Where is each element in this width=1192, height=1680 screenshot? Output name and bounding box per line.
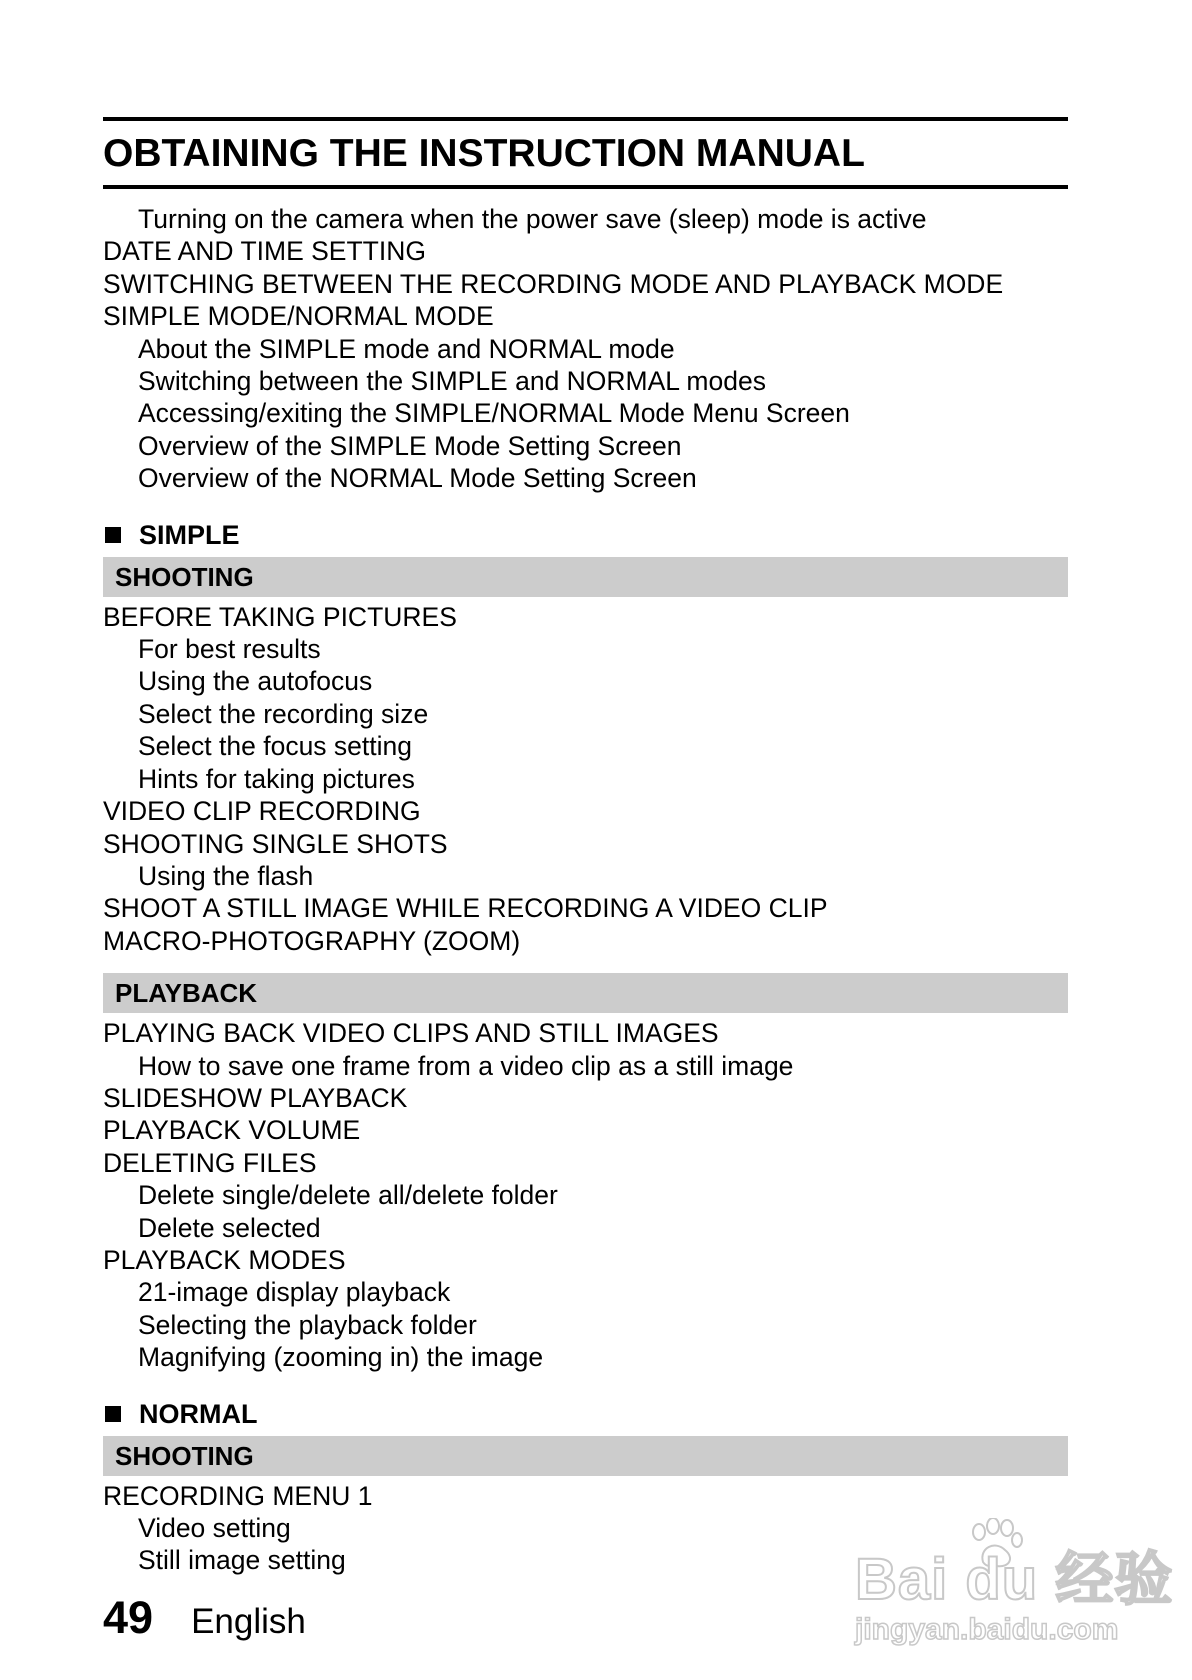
simple-heading: [103, 519, 1068, 551]
toc-subentry: Overview of the NORMAL Mode Setting Screen: [138, 463, 697, 494]
toc-subentry: How to save one frame from a video clip as a still image: [138, 1050, 794, 1081]
toc-entry: PLAYBACK MODES: [103, 1244, 346, 1275]
toc-entry: RECORDING MENU 1: [103, 1480, 373, 1511]
page-language: English: [191, 1602, 306, 1641]
title-block: [103, 117, 1068, 189]
toc-entry: VIDEO CLIP RECORDING: [103, 796, 421, 827]
toc-subentry: Turning on the camera when the power save (sleep) mode is active: [138, 204, 927, 234]
watermark-logo-text: Bai du 经验: [855, 1547, 1174, 1612]
toc-subentry: Accessing/exiting the SIMPLE/NORMAL Mode Menu Screen: [138, 398, 850, 429]
toc-entry: SWITCHING BETWEEN THE RECORDING MODE AND PLAYBACK MODE: [103, 268, 1004, 299]
toc-entry: SIMPLE MODE/NORMAL MODE: [103, 301, 494, 332]
toc-subentry: Delete single/delete all/delete folder: [138, 1180, 558, 1211]
simple-playback-band: PLAYBACK: [103, 973, 1068, 1013]
toc-subentry: Using the flash: [138, 860, 314, 891]
toc-subentry: Video setting: [138, 1513, 291, 1543]
toc-subentry: Select the recording size: [138, 698, 429, 729]
toc-subentry: Hints for taking pictures: [138, 763, 415, 794]
square-bullet-icon: [105, 527, 121, 543]
toc-entry: PLAYING BACK VIDEO CLIPS AND STILL IMAGES: [103, 1018, 719, 1049]
toc-subentry: Magnifying (zooming in) the image: [138, 1342, 544, 1373]
toc-subentry: About the SIMPLE mode and NORMAL mode: [138, 333, 675, 364]
square-bullet-icon: [105, 1406, 121, 1422]
watermark-url: jingyan.baidu.com: [855, 1613, 1119, 1646]
page-title: OBTAINING THE INSTRUCTION MANUAL: [103, 132, 865, 175]
toc-subentry: Using the autofocus: [138, 666, 373, 697]
page-footer: [103, 1592, 306, 1648]
toc-subentry: Overview of the SIMPLE Mode Setting Screen: [138, 430, 682, 461]
normal-shooting-band: SHOOTING: [103, 1436, 1068, 1476]
simple-playback-list: [103, 1017, 1068, 1373]
toc-entry: SHOOTING SINGLE SHOTS: [103, 828, 448, 859]
toc-entry: BEFORE TAKING PICTURES: [103, 601, 457, 632]
toc-subentry: Select the focus setting: [138, 731, 412, 762]
toc-subentry: For best results: [138, 634, 321, 665]
normal-heading: [103, 1398, 1068, 1430]
simple-heading-label: SIMPLE: [139, 519, 240, 550]
toc-entry: SHOOT A STILL IMAGE WHILE RECORDING A VIDEO CLIP: [103, 893, 828, 924]
toc-subentry: Switching between the SIMPLE and NORMAL modes: [138, 366, 766, 397]
simple-shooting-list: [103, 601, 1068, 957]
toc-subentry: Selecting the playback folder: [138, 1309, 477, 1340]
toc-entry: DELETING FILES: [103, 1147, 317, 1178]
toc-entry: DATE AND TIME SETTING: [103, 236, 426, 267]
intro-list: [103, 203, 1068, 495]
toc-subentry: Still image setting: [138, 1545, 346, 1576]
toc-entry: MACRO-PHOTOGRAPHY (ZOOM): [103, 925, 521, 956]
normal-heading-label: NORMAL: [139, 1398, 258, 1429]
manual-page: [103, 117, 1068, 1577]
toc-entry: SLIDESHOW PLAYBACK: [103, 1082, 408, 1113]
simple-shooting-band: SHOOTING: [103, 557, 1068, 597]
toc-subentry: Delete selected: [138, 1212, 321, 1243]
page-number: 49: [103, 1592, 154, 1643]
toc-subentry: 21-image display playback: [138, 1277, 451, 1308]
baidu-watermark: [855, 1518, 1174, 1658]
toc-entry: PLAYBACK VOLUME: [103, 1115, 361, 1146]
